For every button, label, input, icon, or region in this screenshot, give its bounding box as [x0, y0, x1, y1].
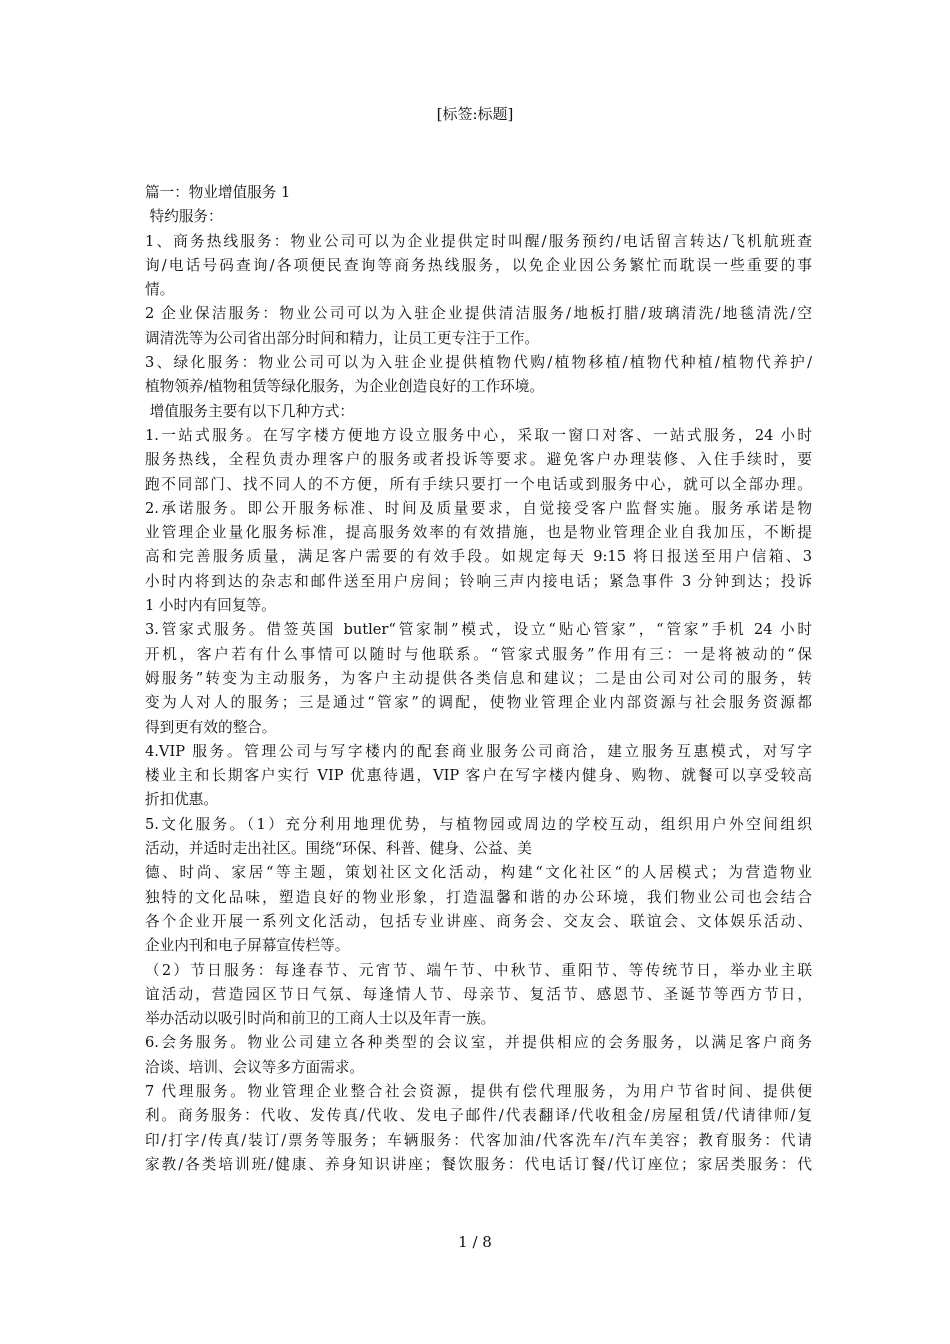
body-line: 2 企业保洁服务：物业公司可以为入驻企业提供清洁服务/地板打腊/玻璃清洗/地毯清洗/空	[145, 305, 812, 323]
body-line: 特约服务：	[145, 208, 223, 226]
body-line: 1、商务热线服务：物业公司可以为企业提供定时叫醒/服务预约/电话留言转达/飞机航班查	[145, 232, 812, 250]
document-body	[145, 181, 812, 1177]
body-line: 企业内刊和电子屏幕宣传栏等。	[145, 937, 350, 955]
body-line: 6.会务服务。物业公司建立各种类型的会议室，并提供相应的会务服务，以满足客户商务	[145, 1034, 812, 1052]
body-line: 5.文化服务。（1）充分利用地理优势，与植物园或周边的学校互动，组织用户外空间组织	[145, 815, 812, 833]
body-line: 高和完善服务质量，满足客户需要的有效手段。如规定每天 9:15 将日报送至用户信箱、3	[145, 548, 812, 566]
body-line: 开机，客户若有什么事情可以随时与他联系。“管家式服务”作用有三：一是将被动的“保	[145, 645, 812, 663]
body-line: 谊活动，营造园区节日气氛、每逢情人节、母亲节、复活节、感恩节、圣诞节等西方节日，	[145, 985, 812, 1003]
body-line: 活动，并适时走出社区。围绕“环保、科普、健身、公益、美	[145, 840, 532, 858]
body-line: 调清洗等为公司省出部分时间和精力，让员工更专注于工作。	[145, 329, 540, 347]
body-line: 小时内将到达的杂志和邮件送至用户房间；铃响三声内接电话；紧急事件 3 分钟到达；投诉	[145, 572, 812, 590]
body-line: 1 小时内有回复等。	[145, 597, 276, 615]
body-line: 得到更有效的整合。	[145, 718, 277, 736]
body-line: 服务热线，全程负责办理客户的服务或者投诉等要求。避免客户办理装修、入住手续时，要	[145, 451, 812, 469]
body-line: 植物领养/植物租赁等绿化服务，为企业创造良好的工作环境。	[145, 378, 544, 396]
body-line: 询/电话号码查询/各项便民查询等商务热线服务，以免企业因公务繁忙而耽误一些重要的事	[145, 256, 812, 274]
body-line: 家教/各类培训班/健康、养身知识讲座；餐饮服务：代电话订餐/代订座位；家居类服务：代	[145, 1155, 812, 1173]
body-line: 洽谈、培训、会议等多方面需求。	[145, 1058, 364, 1076]
body-line: 姆服务”转变为主动服务，为客户主动提供各类信息和建议；二是由公司对公司的服务，转	[145, 669, 812, 687]
body-line: 7 代理服务。物业管理企业整合社会资源，提供有偿代理服务，为用户节省时间、提供便	[145, 1082, 812, 1100]
body-line: 3.管家式服务。借签英国 butler“管家制”模式，设立“贴心管家”，“管家”手机 24 小时	[145, 621, 812, 639]
body-line: 折扣优惠。	[145, 791, 218, 809]
body-line: 德、时尚、家居“等主题，策划社区文化活动，构建“文化社区“的人居模式；为营造物业	[145, 864, 812, 882]
body-line: （2）节日服务：每逢春节、元宵节、端午节、中秋节、重阳节、等传统节日，举办业主联	[145, 961, 812, 979]
body-line: 业管理企业量化服务标准，提高服务效率的有效措施，也是物业管理企业自我加压，不断提	[145, 524, 812, 542]
body-line: 跑不同部门、找不同人的不方便，所有手续只要打一个电话或到服务中心，就可以全部办理。	[145, 475, 812, 493]
body-line: 楼业主和长期客户实行 VIP 优惠待遇，VIP 客户在写字楼内健身、购物、就餐可以享受较高	[145, 767, 812, 785]
body-line: 4.VIP 服务。管理公司与写字楼内的配套商业服务公司商洽，建立服务互惠模式，对写字	[145, 742, 812, 760]
body-line: 独特的文化品味，塑造良好的物业形象，打造温馨和谐的办公环境，我们物业公司也会结合	[145, 888, 812, 906]
body-line: 1.一站式服务。在写字楼方便地方设立服务中心，采取一窗口对客、一站式服务，24 小时	[145, 426, 812, 444]
body-line: 印/打字/传真/装订/票务等服务；车辆服务：代客加油/代客洗车/汽车美容；教育服务：代请	[145, 1131, 812, 1149]
body-line: 情。	[145, 281, 175, 299]
body-line: 增值服务主要有以下几种方式：	[145, 402, 354, 420]
body-line: 篇一：物业增值服务 1	[145, 184, 291, 201]
body-line: 利。商务服务：代收、发传真/代收、发电子邮件/代表翻译/代收租金/房屋租赁/代请律师/复	[145, 1107, 812, 1125]
body-line: 变为人对人的服务；三是通过“管家”的调配，使物业管理企业内部资源与社会服务资源都	[145, 694, 812, 712]
body-line: 各个企业开展一系列文化活动，包括专业讲座、商务会、交友会、联谊会、文体娱乐活动、	[145, 912, 812, 930]
body-line: 3、绿化服务：物业公司可以为入驻企业提供植物代购/植物移植/植物代种植/植物代养护/	[145, 354, 812, 372]
page-number: 1 / 8	[458, 1233, 492, 1251]
page-header-tag-title: [标签:标题]	[436, 105, 514, 123]
body-line: 2.承诺服务。即公开服务标准、时间及质量要求，自觉接受客户监督实施。服务承诺是物	[145, 499, 812, 517]
body-line: 举办活动以吸引时尚和前卫的工商人士以及年青一族。	[145, 1010, 496, 1028]
